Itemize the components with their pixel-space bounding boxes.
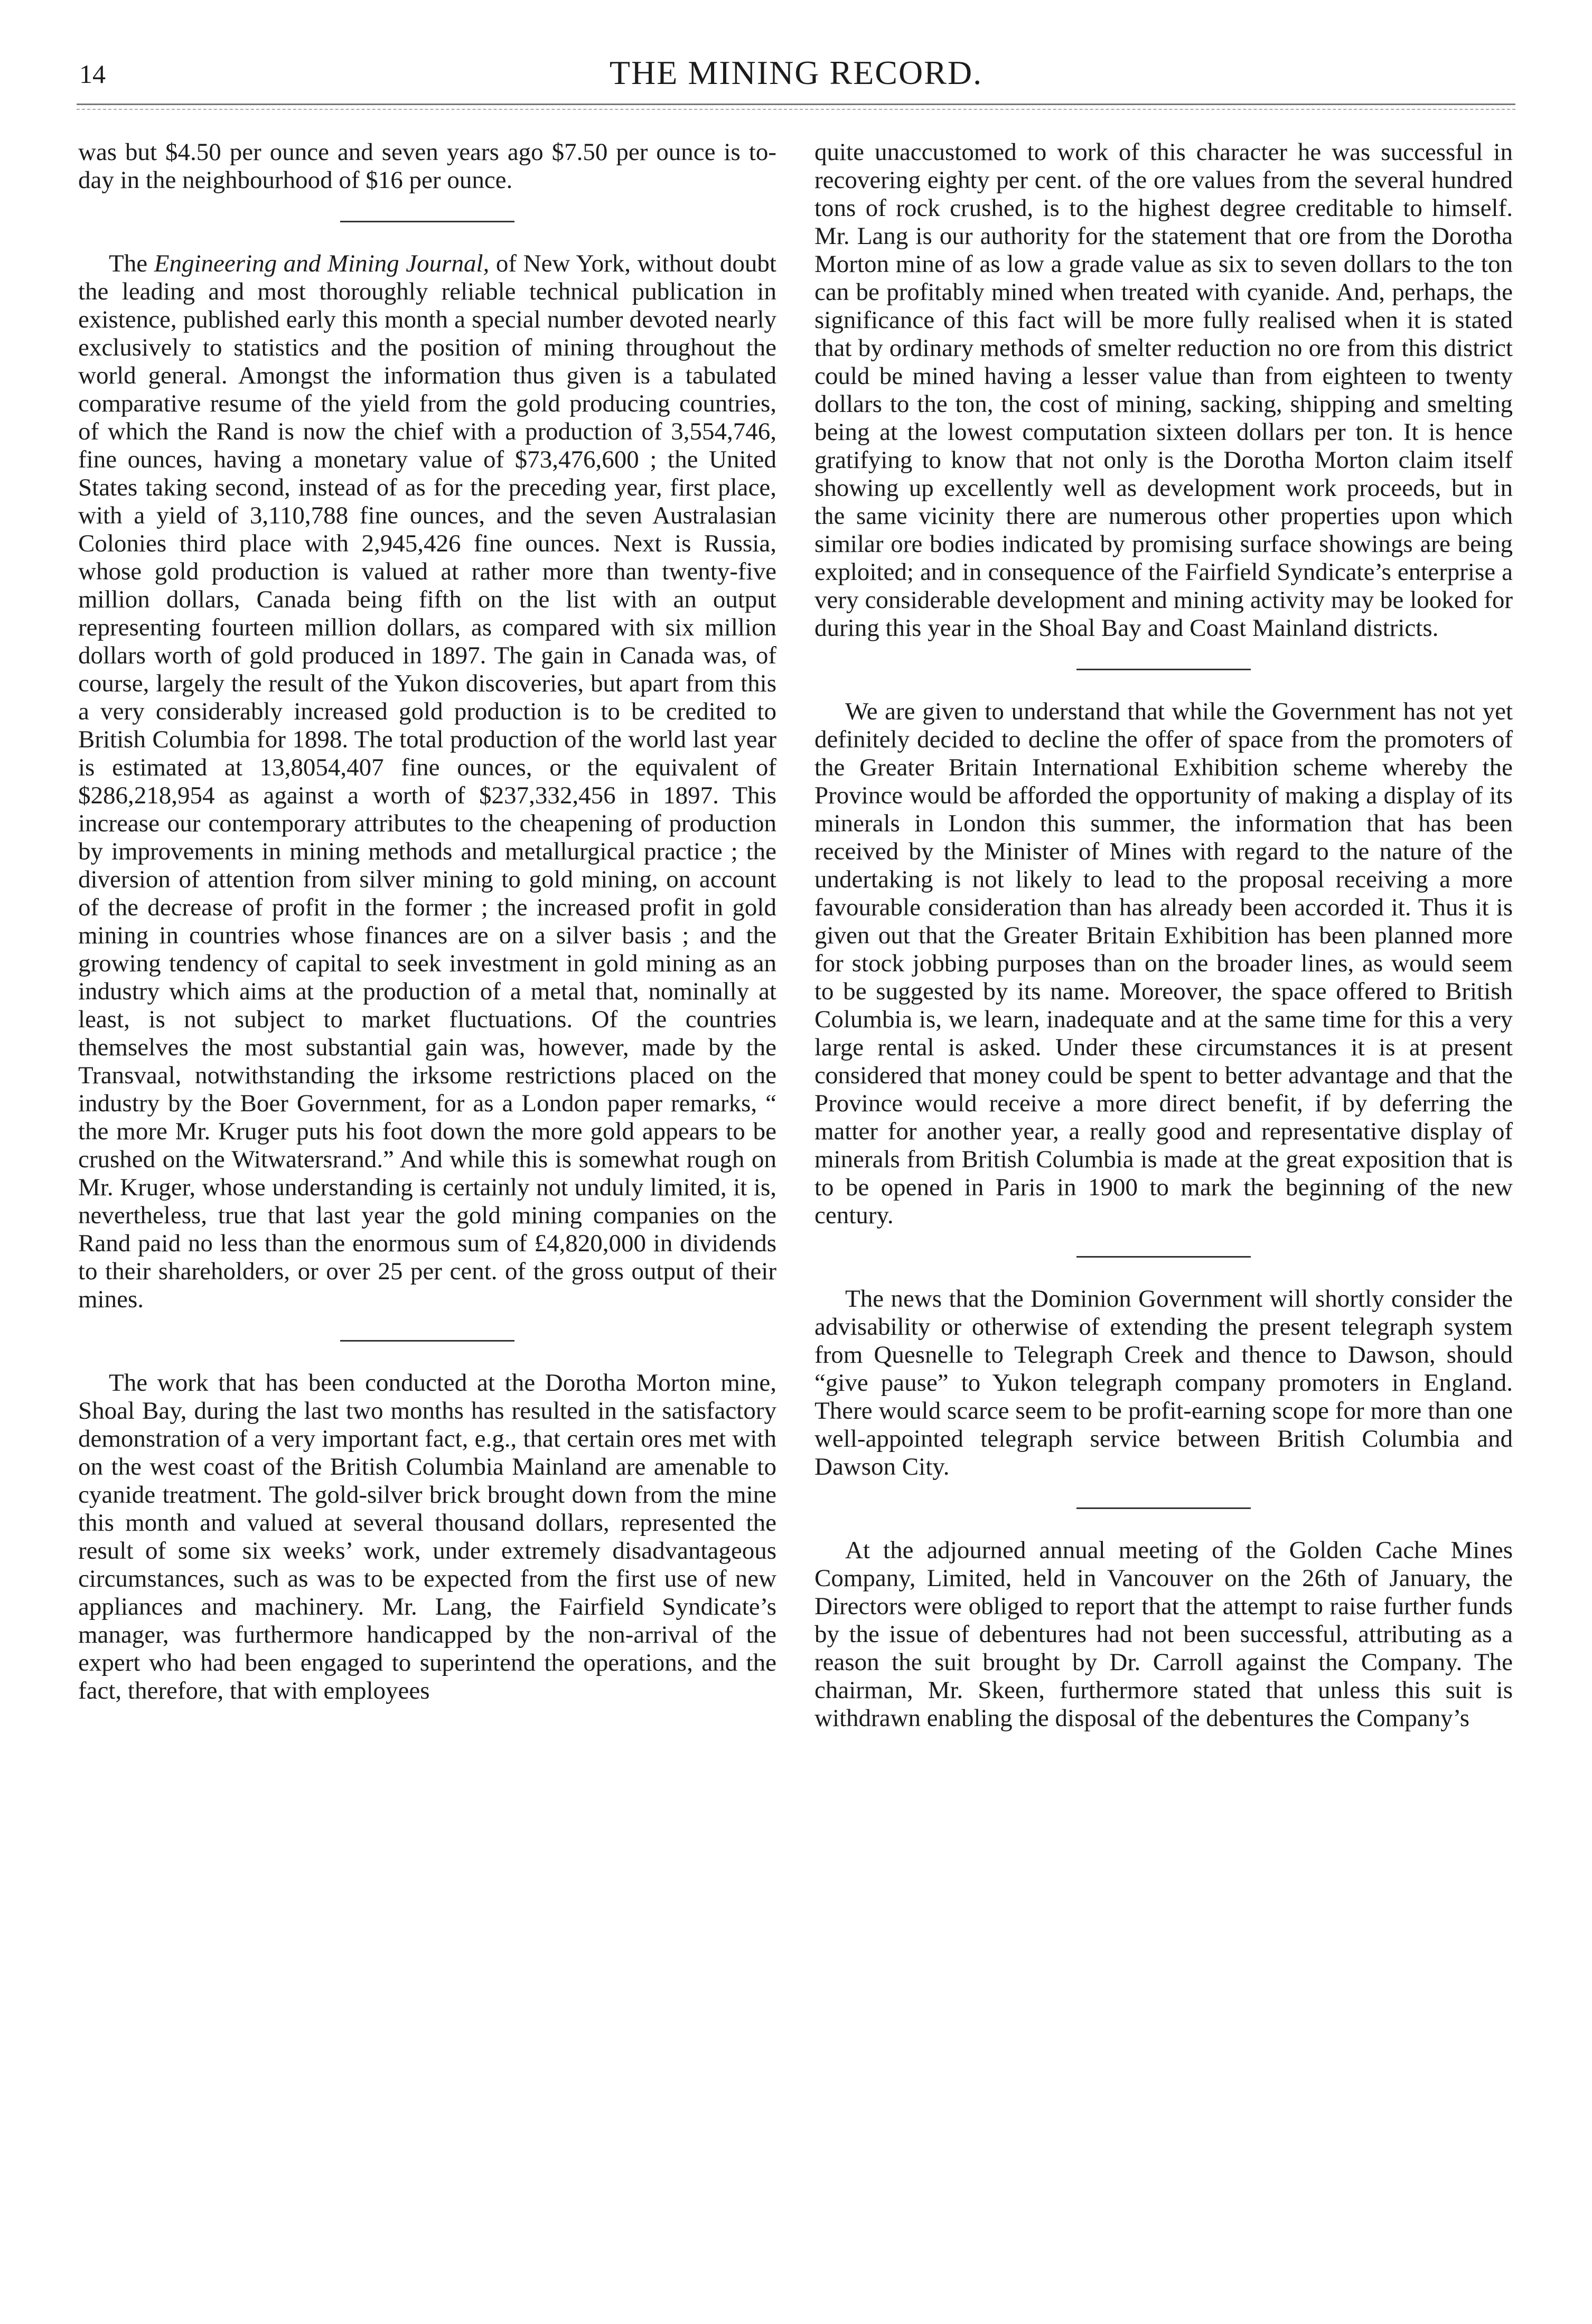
header-rule-secondary <box>77 109 1515 110</box>
section-divider <box>1076 669 1251 670</box>
left-column <box>78 138 776 1705</box>
paragraph-golden-cache-mines: At the adjourned annual meeting of the Golden Cache Mines Company, Limited, held in Vancouver on the 26th of January, the Directors were obliged to report that the attempt to raise further funds by the issue of debentures had not been successful, attributing as a reason the suit brought by Dr. Carroll against the Company. The chairman, Mr. Skeen, furthermore stated that unless this suit is withdrawn enabling the disposal of the debentures the Company’s <box>814 1536 1513 1732</box>
paragraph-telegraph-system: The news that the Dominion Government will shortly consider the advisability or otherwise of extending the present telegraph system from Quesnelle to Telegraph Creek and thence to Dawson, should “give pause” to Yukon telegraph company promoters in England. There would scarce seem to be profit-earning scope for more than one well-appointed telegraph service between British Columbia and Dawson City. <box>814 1285 1513 1480</box>
header-rule <box>77 104 1515 105</box>
paragraph-gold-price: was but $4.50 per ounce and seven years ago $7.50 per ounce is to-day in the neighbourhood of $16 per ounce. <box>78 138 776 194</box>
page-title: THE MINING RECORD. <box>609 54 983 91</box>
section-divider <box>1076 1256 1251 1258</box>
paragraph-greater-britain-exhibition: We are given to understand that while the Government has not yet definitely decided to decline the offer of space from the promoters of the Greater Britain International Exhibition scheme whereby the Province would be afforded the opportunity of making a display of its minerals in London this summer, the information that has been received by the Minister of Mines with regard to the nature of the undertaking is not likely to lead to the proposal receiving a more favourable consideration than has already been accorded it. Thus it is given out that the Greater Britain Exhibition has been planned more for stock jobbing purposes than on the broader lines, as would seem to be suggested by its name. Moreover, the space offered to British Columbia is, we learn, inadequate and at the same time for this a very large rental is asked. Under these circumstances it is at present considered that money could be spent to better advantage and that the Province would receive a more direct benefit, if by deferring the matter for another year, a really good and representative display of minerals from British Columbia is made at the great exposition that is to be opened in Paris in 1900 to mark the beginning of the new century. <box>814 698 1513 1229</box>
section-divider <box>1076 1507 1251 1509</box>
paragraph-lead: The <box>109 250 154 277</box>
journal-title: Engineering and Mining Journal, <box>154 250 490 277</box>
paragraph-body: of New York, without doubt the leading and most thoroughly reliable technical publication in existence, published early this month a special number devoted nearly exclusively to statistics and the position of mining throughout the world general. Amongst the information thus given is a tabulated comparative resume of the yield from the gold producing countries, of which the Rand is now the chief with a production of 3,554,746, fine ounces, having a monetary value of $73,476,600 ; the United States taking second, instead of as for the preceding year, first place, with a yield of 3,110,788 fine ounces, and the seven Australasian Colonies third place with 2,945,426 fine ounces. Next is Russia, whose gold production is valued at rather more than twenty-five million dollars, Canada being fifth on the list with an output representing fourteen million dollars, as compared with six million dollars worth of gold produced in 1897. The gain in Canada was, of course, largely the result of the Yukon discoveries, but apart from this a very considerably increased gold production is to be credited to British Columbia for 1898. The total production of the world last year is estimated at 13,8054,407 fine ounces, or the equivalent of $286,218,954 as against a worth of $237,332,456 in 1897. This increase our contemporary attributes to the cheapening of production by improvements in mining methods and metallurgical practice ; the diversion of attention from silver mining to gold mining, on account of the decrease of profit in the former ; the increased profit in gold mining in countries whose finances are on a silver basis ; and the growing tendency of capital to seek investment in gold mining as an industry which aims at the production of a metal that, nominally at least, is not subject to market fluctuations. Of the countries themselves the most substantial gain was, however, made by the Transvaal, notwithstanding the irksome restrictions placed on the industry by the Boer Government, for as a London paper remarks, “ the more Mr. Kruger puts his foot down the more gold appears to be crushed on the Witwatersrand.” And while this is somewhat rough on Mr. Kruger, whose understanding is certainly not unduly limited, it is, nevertheless, true that last year the gold mining companies on the Rand paid no less than the enormous sum of £4,820,000 in dividends to their shareholders, or over 25 per cent. of the gross output of their mines. <box>78 250 776 1313</box>
page-number: 14 <box>79 59 106 89</box>
paragraph-world-gold-production <box>78 250 776 1314</box>
paragraph-dorotha-morton-continued: quite unaccustomed to work of this character he was successful in recovering eighty per cent. of the ore values from the several hundred tons of rock crushed, is to the highest degree creditable to himself. Mr. Lang is our authority for the statement that ore from the Dorotha Morton mine of as low a grade value as six to seven dollars to the ton can be profitably mined when treated with cyanide. And, perhaps, the significance of this fact will be more fully realised when it is stated that by ordinary methods of smelter reduction no ore from this district could be mined having a lesser value than from eighteen to twenty dollars to the ton, the cost of mining, sacking, shipping and smelting being at the lowest computation sixteen dollars per ton. It is hence gratifying to know that not only is the Dorotha Morton claim itself showing up excellently well as development work proceeds, but in the same vicinity there are numerous other properties upon which similar ore bodies indicated by promising surface showings are being exploited; and in consequence of the Fairfield Syndicate’s enterprise a very considerable development and mining activity may be looked for during this year in the Shoal Bay and Coast Mainland districts. <box>814 138 1513 642</box>
right-column <box>814 138 1513 1732</box>
section-divider <box>340 1340 514 1342</box>
paragraph-dorotha-morton: The work that has been conducted at the Dorotha Morton mine, Shoal Bay, during the last two months has resulted in the satisfactory demonstration of a very important fact, e.g., that certain ores met with on the west coast of the British Columbia Mainland are amenable to cyanide treatment. The gold-silver brick brought down from the mine this month and valued at several thousand dollars, represented the result of some six weeks’ work, under extremely disadvantageous circumstances, such as was to be expected from the first use of new appliances and machinery. Mr. Lang, the Fairfield Syndicate’s manager, was furthermore handicapped by the non-arrival of the expert who had been engaged to superintend the operations, and the fact, therefore, that with employees <box>78 1369 776 1704</box>
section-divider <box>340 221 514 222</box>
